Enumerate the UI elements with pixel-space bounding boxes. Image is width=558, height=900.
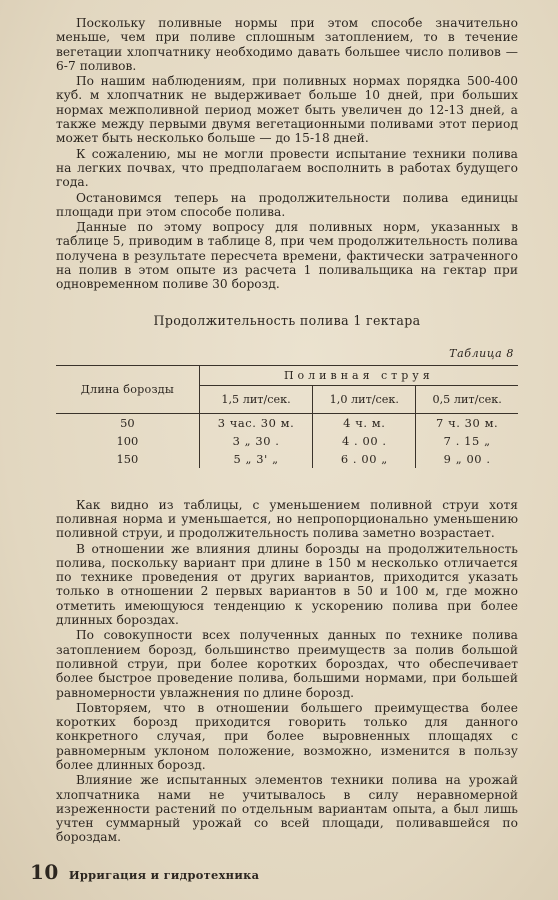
table-row [56,413,518,432]
duration-table [56,365,518,468]
cell-value: 4 ч. м. [313,413,416,432]
paragraph: В отношении же влияния длины борозды на продолжительность полива, поскольку вариант при длине в 150 м несколько отличается по технике проведения от других вариантов, приходится указать только в отношении 2 первых вариантов в 50 и 100 м, где можно отметить имеющуюся тенденцию к ускорению полива при более длинных бороздах. [56,541,518,628]
cell-value: 3 час. 30 м. [199,413,313,432]
group-header-stream: Поливная струя [199,365,518,385]
paragraph: Влияние же испытанных элементов техники полива на урожай хлопчатника нами не учитывалось в силу неравномерной изреженности растений по отдельным вариантам опыта, а был лишь учтен суммарный урожай со всей площади, поливавшейся по бороздам. [56,773,518,845]
text-block-top [56,16,518,292]
paragraph: Остановимся теперь на продолжительности полива единицы площади при этом способе полива. [56,190,518,219]
column-header: 1,5 лит/сек. [199,385,313,413]
paragraph: По совокупности всех полученных данных по технике полива затоплением борозд, большинство преимуществ за полив большой поливной струи, при более коротких бороздах, что обеспечивает более быстрое проведение полива, большими нормами, при большей равномерности увлажнения по длине борозд. [56,628,518,700]
journal-title: Ирригация и гидротехника [68,868,260,882]
paragraph: Данные по этому вопросу для поливных норм, указанных в таблице 5, приводим в таблице 8, при чем продолжительность полива получена в результате пересчета времени, фактически затраченного на полив в этом опыте из расчета 1 поливальщика на гектар при одновременном поливе 30 борозд. [56,220,518,292]
table-title: Продолжительность полива 1 гектара [153,312,421,328]
text-block-bottom [56,498,518,845]
table-row [56,450,518,468]
cell-length: 100 [56,432,199,450]
cell-value: 9 „ 00 . [443,451,491,466]
cell-length: 150 [56,450,199,468]
table-caption: Таблица 8 [449,346,514,360]
paragraph: По нашим наблюдениям, при поливных нормах порядка 500-400 куб. м хлопчатник не выдерживает больше 10 дней, при больших нормах межполивной период может быть увеличен до 12-13 дней, а также между первыми двумя вегетационными поливами этот период может быть несколько больше — до 15-18 дней. [56,74,518,146]
column-header: 1,0 лит/сек. [313,385,416,413]
cell-length: 50 [56,413,199,432]
paragraph: Как видно из таблицы, с уменьшением поливной струи хотя поливная норма и уменьшается, но непропорционально уменьшению поливной струи, и продолжительность полива заметно возрастает. [56,497,518,541]
paragraph: Поскольку поливные нормы при этом способе значительно меньше, чем при поливе сплошным затоплением, то в течение вегетации хлопчатнику необходимо давать большее число поливов — 6-7 поливов. [56,16,518,73]
cell-value: 4 . 00 . [313,432,416,450]
column-header: 0,5 лит/сек. [416,385,518,413]
table-row [56,432,518,450]
cell-value: 6 . 00 „ [313,450,416,468]
cell-value: 3 „ 30 . [199,432,313,450]
page-footer [30,860,259,884]
cell-value: 5 „ 3' „ [199,450,313,468]
cell-value: 7 . 15 „ [443,433,491,448]
cell-value: 7 ч. 30 м. [436,415,499,430]
page-number: 10 [30,860,59,884]
paragraph: Повторяем, что в отношении большего преимущества более коротких борозд приходится говорить только для данного конкретного случая, при более выровненных площадях с равномерным уклоном положение, возможно, изменится в пользу более длинных борозд. [56,700,518,772]
row-header-furrow-length: Длина борозды [56,365,199,413]
paragraph: К сожалению, мы не могли провести испытание техники полива на легких почвах, что предполагаем восполнить в работах будущего года. [56,146,518,190]
